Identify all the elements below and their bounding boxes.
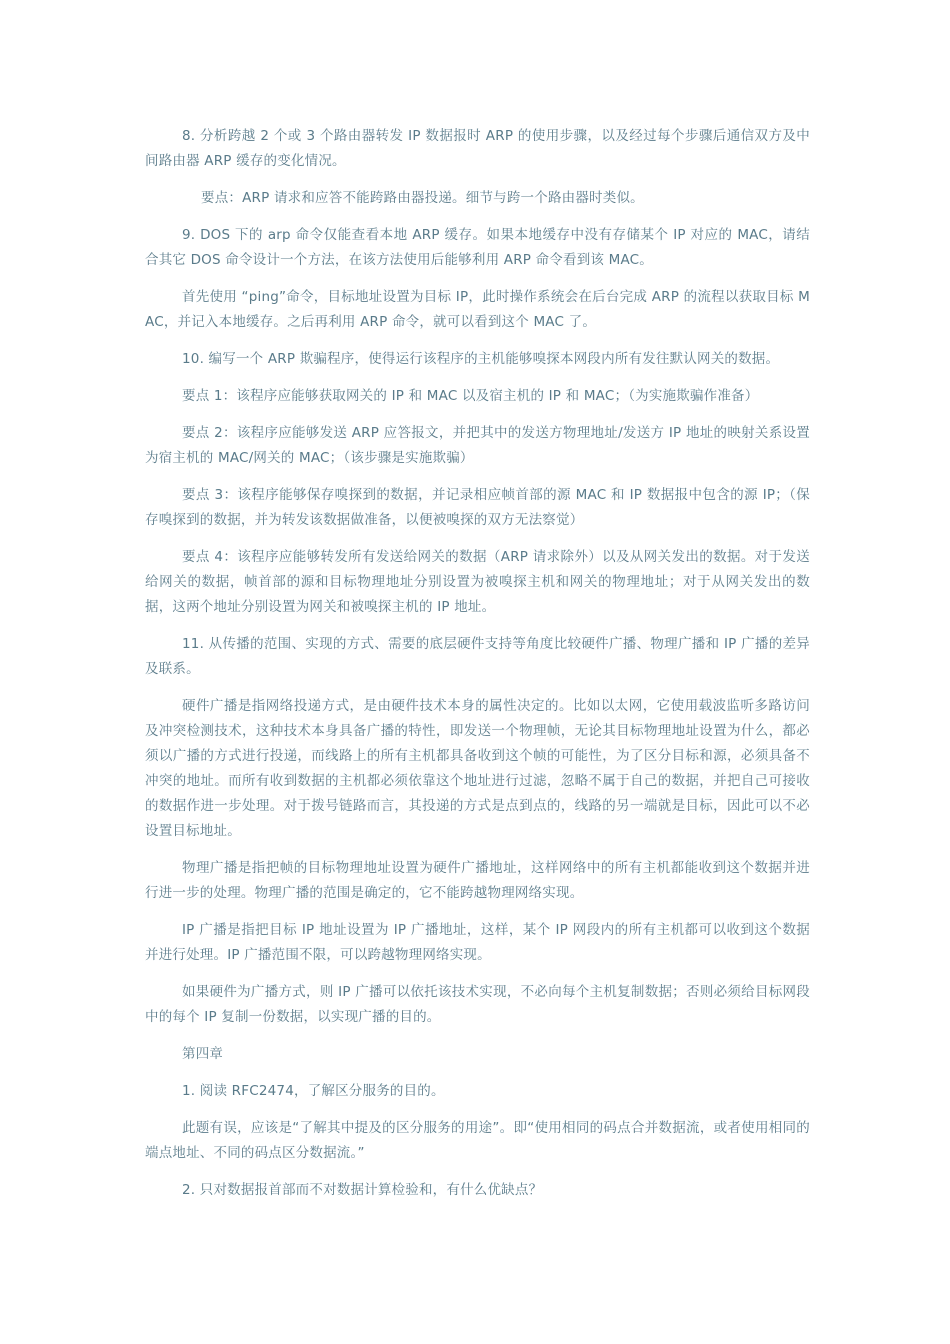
answer-10-keypoint-3: 要点 3：该程序能够保存嗅探到的数据，并记录相应帧首部的源 MAC 和 IP 数据报中包含的源 IP；（保存嗅探到的数据，并为转发该数据做准备，以便被嗅探的双方无法察觉） (145, 487, 810, 528)
answer-9: 首先使用 “ping”命令，目标地址设置为目标 IP，此时操作系统会在后台完成 ARP 的流程以获取目标 MAC，并记入本地缓存。之后再利用 ARP 命令，就可以看到这个 MAC 了。 (145, 289, 810, 330)
question-8: 8. 分析跨越 2 个或 3 个路由器转发 IP 数据报时 ARP 的使用步骤，以及经过每个步骤后通信双方及中间路由器 ARP 缓存的变化情况。 (145, 128, 810, 169)
document-body (145, 124, 810, 1215)
answer-11-physical-broadcast: 物理广播是指把帧的目标物理地址设置为硬件广播地址，这样网络中的所有主机都能收到这个数据并进行进一步的处理。物理广播的范围是确定的，它不能跨越物理网络实现。 (145, 860, 810, 901)
chapter4-question-1: 1. 阅读 RFC2474，了解区分服务的目的。 (182, 1083, 445, 1099)
answer-10-keypoint-1: 要点 1：该程序应能够获取网关的 IP 和 MAC 以及宿主机的 IP 和 MAC；（为实施欺骗作准备） (182, 388, 759, 404)
chapter4-question-2: 2. 只对数据报首部而不对数据计算检验和，有什么优缺点？ (182, 1182, 543, 1198)
answer-8-keypoint: 要点：ARP 请求和应答不能跨路由器投递。细节与跨一个路由器时类似。 (201, 190, 644, 206)
answer-11-ip-broadcast: IP 广播是指把目标 IP 地址设置为 IP 广播地址，这样，某个 IP 网段内的所有主机都可以收到这个数据并进行处理。IP 广播范围不限，可以跨越物理网络实现。 (145, 922, 810, 963)
question-10: 10. 编写一个 ARP 欺骗程序，使得运行该程序的主机能够嗅探本网段内所有发往默认网关的数据。 (182, 351, 780, 367)
answer-11-hardware-broadcast: 硬件广播是指网络投递方式，是由硬件技术本身的属性决定的。比如以太网，它使用载波监听多路访问及冲突检测技术，这种技术本身具备广播的特性，即发送一个物理帧，无论其目标物理地址设置为什么，都必须以广播的方式进行投递，而线路上的所有主机都具备收到这个帧的可能性，为了区分目标和源，必须具备不冲突的地址。而所有收到数据的主机都必须依靠这个地址进行过滤，忽略不属于自己的数据，并把自己可接收的数据作进一步处理。对于拨号链路而言，其投递的方式是点到点的，线路的另一端就是目标，因此可以不必设置目标地址。 (145, 698, 810, 839)
answer-10-keypoint-2: 要点 2：该程序应能够发送 ARP 应答报文，并把其中的发送方物理地址/发送方 IP 地址的映射关系设置为宿主机的 MAC/网关的 MAC；（该步骤是实施欺骗） (145, 425, 810, 466)
question-9: 9. DOS 下的 arp 命令仅能查看本地 ARP 缓存。如果本地缓存中没有存储某个 IP 对应的 MAC，请结合其它 DOS 命令设计一个方法，在该方法使用后能够利用 ARP 命令看到该 MAC。 (145, 227, 810, 268)
chapter-heading: 第四章 (182, 1046, 224, 1062)
chapter4-answer-1: 此题有误，应该是“了解其中提及的区分服务的用途”。即“使用相同的码点合并数据流，或者使用相同的端点地址、不同的码点区分数据流。” (145, 1120, 810, 1161)
answer-10-keypoint-4: 要点 4：该程序应能够转发所有发送给网关的数据（ARP 请求除外）以及从网关发出的数据。对于发送给网关的数据，帧首部的源和目标物理地址分别设置为被嗅探主机和网关的物理地址；对于从网关发出的数据，这两个地址分别设置为网关和被嗅探主机的 IP 地址。 (145, 549, 810, 615)
answer-11-relation: 如果硬件为广播方式，则 IP 广播可以依托该技术实现，不必向每个主机复制数据；否则必须给目标网段中的每个 IP 复制一份数据，以实现广播的目的。 (145, 984, 810, 1025)
question-11: 11. 从传播的范围、实现的方式、需要的底层硬件支持等角度比较硬件广播、物理广播和 IP 广播的差异及联系。 (145, 636, 810, 677)
